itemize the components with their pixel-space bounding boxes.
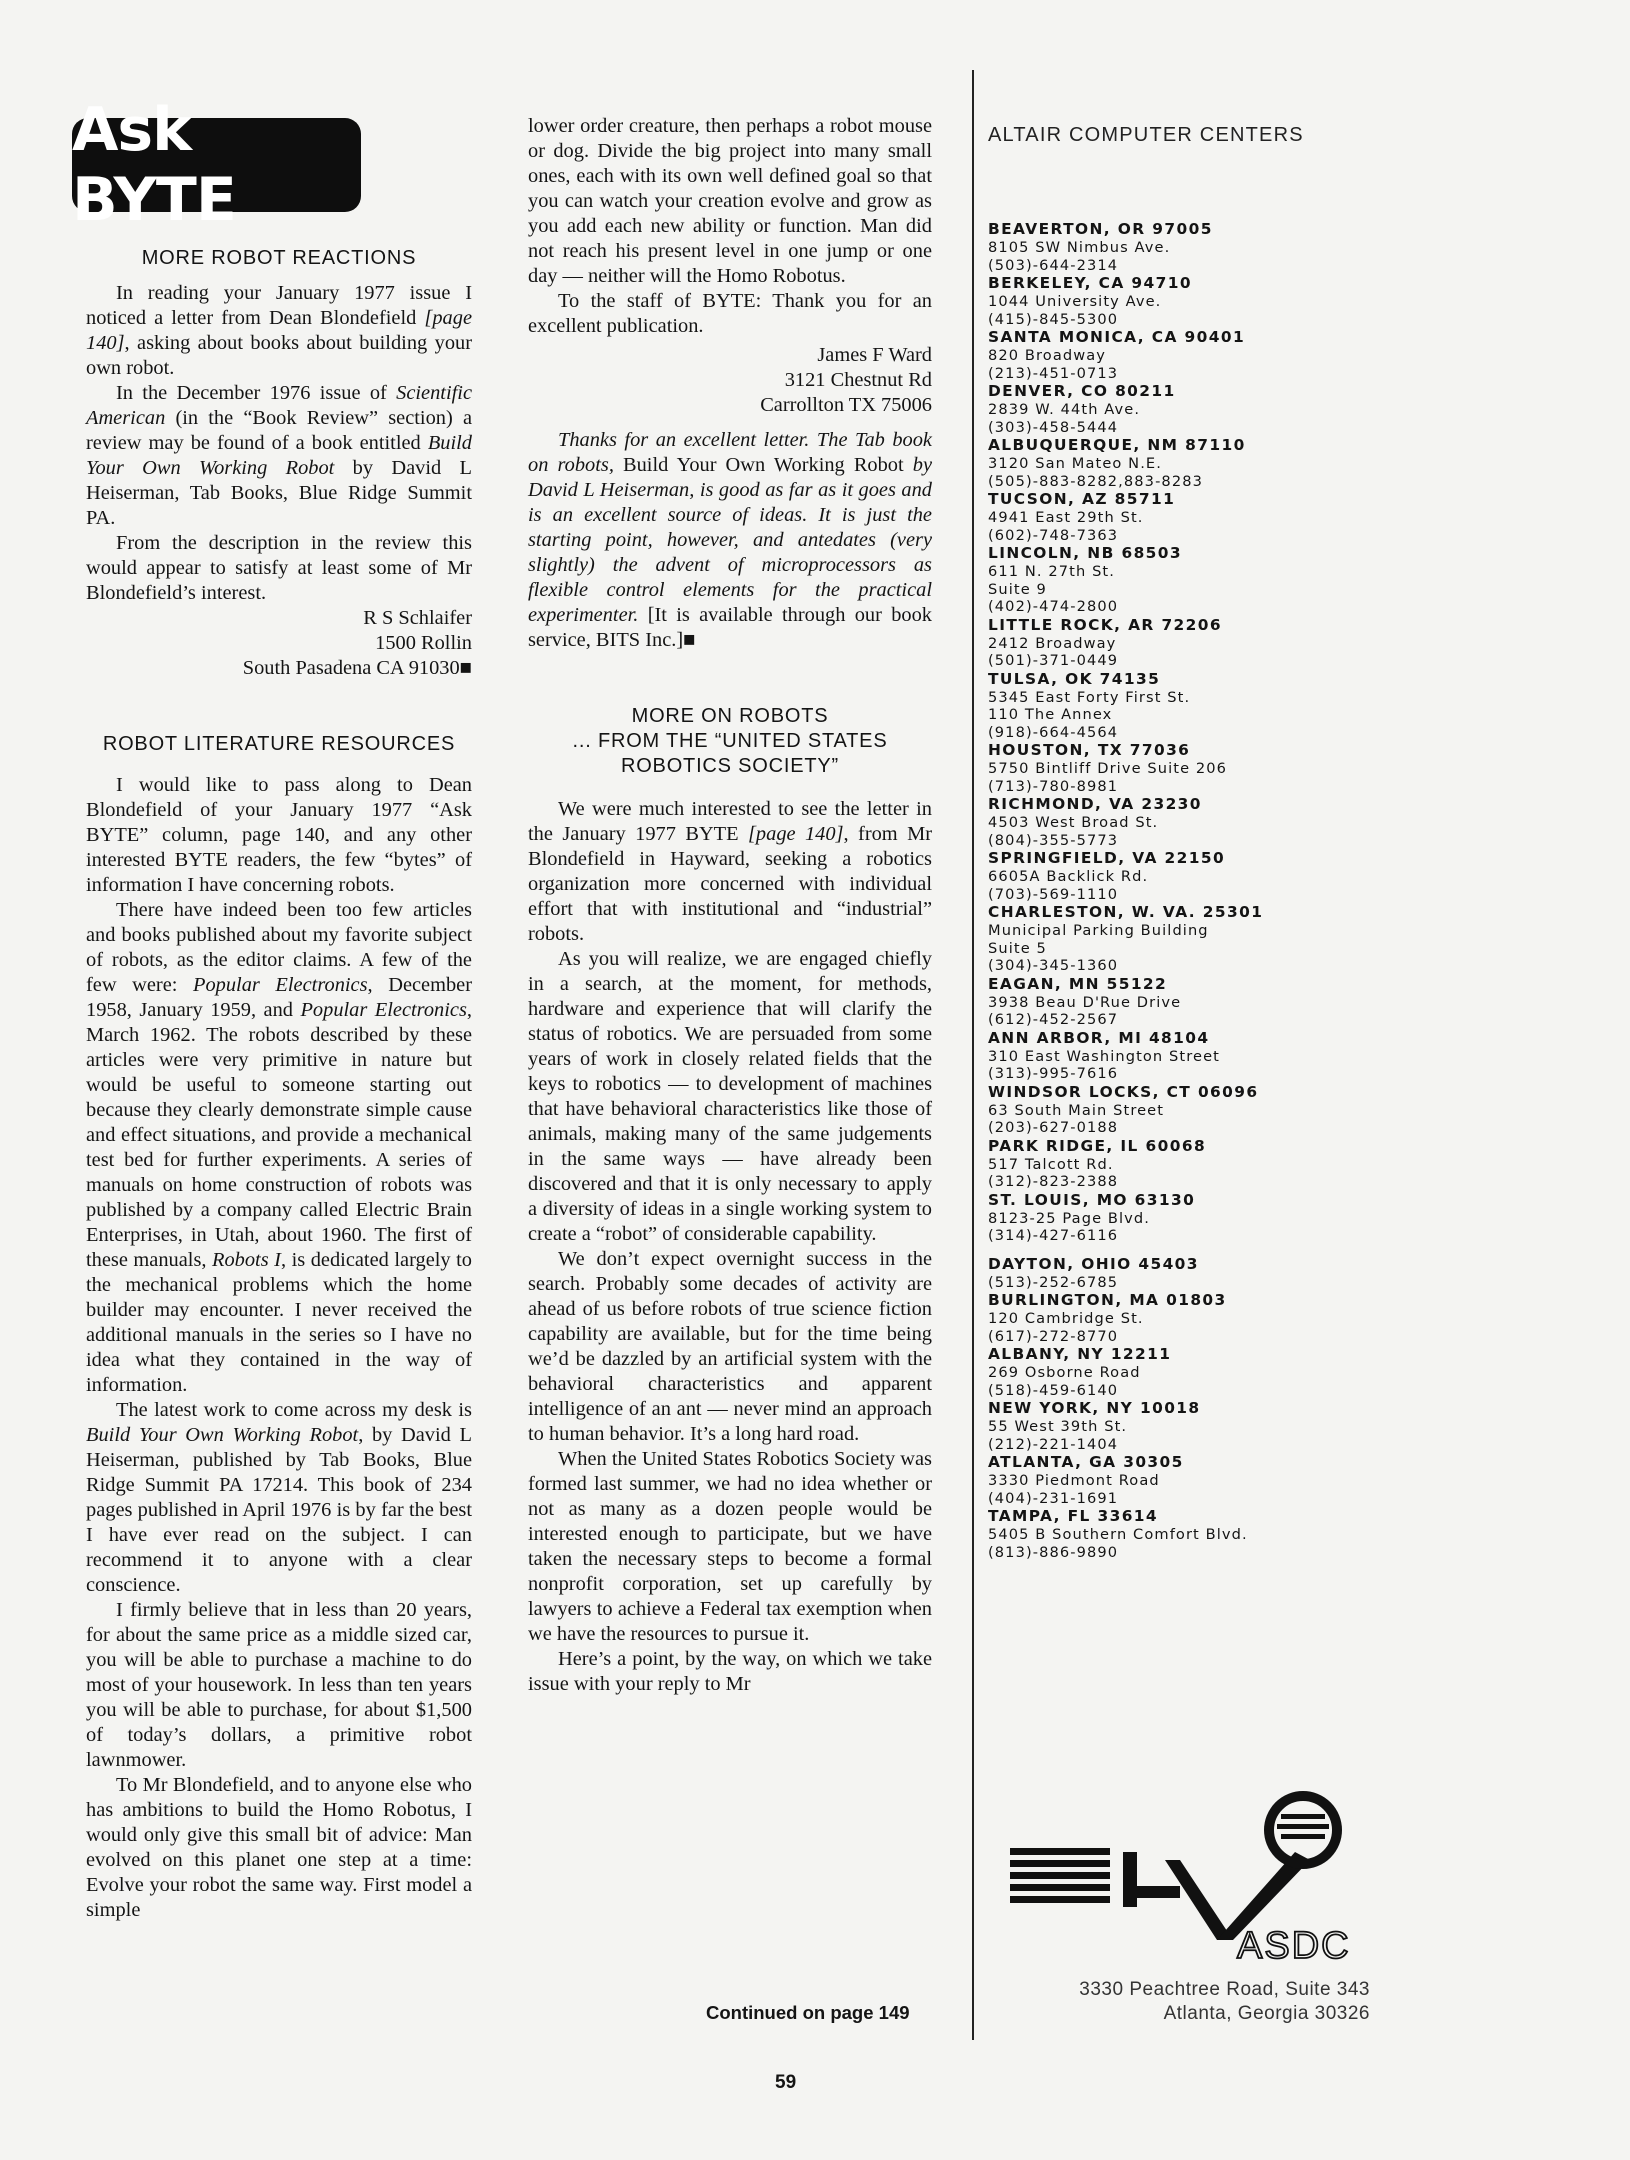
paragraph: Thanks for an excellent letter. The Tab book on robots, Build Your Own Working Robot by David L Heiserman, is good as far as it goes and is an excellent source of ideas. It is just the starting point, however, and antedates (very slightly) the advent of microprocessors as flexible control elements for the practical experimenter. [It is available through our book service, BITS Inc.]■ [528,429,932,651]
center-detail-line: (703)-569-1110 [988,885,1119,903]
center-entry [988,849,1388,903]
center-city: BEAVERTON, OR 97005 [988,220,1213,238]
center-detail-line: 517 Talcott Rd. [988,1155,1114,1173]
letter-1 [86,281,472,606]
center-city: DENVER, CO 80211 [988,382,1176,400]
center-detail-line: (612)-452-2567 [988,1011,1119,1028]
center-entry [988,436,1388,490]
center-entry [988,220,1388,274]
center-detail-line: (804)-355-5773 [988,831,1119,849]
center-entry [988,975,1388,1029]
paragraph: lower order creature, then perhaps a robot mouse or dog. Divide the big project into many small ones, each with its own well defined goal so that you can watch your creation evolve and grow as you add each new ability or function. Man did not reach his present level in one jump or one day — neither will the Homo Robotus. [528,115,932,287]
center-detail-line: 8105 SW Nimbus Ave. [988,239,1171,256]
center-detail-line: (602)-748-7363 [988,526,1119,544]
paragraph: From the description in the review this would appear to satisfy at least some of Mr Blondefield’s interest. [86,532,472,604]
center-detail-line: 2412 Broadway [988,634,1117,652]
center-city: ATLANTA, GA 30305 [988,1453,1184,1471]
center-city: TULSA, OK 74135 [988,669,1161,688]
center-detail-line: 3330 Piedmont Road [988,1472,1160,1489]
center-city: DAYTON, OHIO 45403 [988,1254,1199,1273]
center-entry [988,903,1388,975]
center-detail-line: 2839 W. 44th Ave. [988,401,1141,418]
center-detail-line: (415)-845-5300 [988,310,1119,328]
paragraph: To Mr Blondefield, and to anyone else who has ambitions to build the Homo Robotus, I would only give this small bit of advice: Man evolved on this planet one step at a time: Evolve your robot the same way. First model a simple [86,1774,472,1921]
center-detail-line: 820 Broadway [988,347,1107,364]
ad-title: ALTAIR COMPUTER CENTERS [988,124,1304,146]
paragraph: I firmly believe that in less than 20 years, for about the same price as a middle sized car, you will be able to purchase a machine to do most of your housework. In less than ten years you will be able to purchase, for about $1,500 of today’s dollars, a primitive robot lawnmower. [86,1599,472,1771]
center-city: TUCSON, AZ 85711 [988,490,1176,508]
center-city: BERKELEY, CA 94710 [988,274,1192,292]
center-detail-line: (402)-474-2800 [988,598,1119,615]
center-city: ST. LOUIS, MO 63130 [988,1190,1196,1209]
center-entry [988,1507,1388,1561]
editor-reply [528,428,932,653]
center-detail-line: (312)-823-2388 [988,1173,1119,1190]
center-detail-line: 4503 West Broad St. [988,814,1159,831]
center-detail-line: (213)-451-0713 [988,364,1119,382]
center-city: PARK RIDGE, IL 60068 [988,1136,1207,1155]
center-entry [988,1345,1388,1399]
center-detail-line: 63 South Main Street [988,1101,1165,1119]
column-divider [972,70,974,2040]
center-detail-line: (918)-664-4564 [988,723,1119,741]
center-entry [988,741,1388,795]
center-detail-line: 55 West 39th St. [988,1418,1128,1435]
center-detail-line: (617)-272-8770 [988,1327,1119,1345]
paragraph: The latest work to come across my desk is Build Your Own Working Robot, by David L Heiserman, published by Tab Books, Blue Ridge Summit PA 17214. This book of 234 pages published in April 1976 is by far the best I have ever read on the subject. I can recommend it to anyone with a clear conscience. [86,1399,472,1596]
center-city: ALBUQUERQUE, NM 87110 [988,436,1246,454]
letter-2 [86,773,472,1923]
signature-2: James F Ward 3121 Chestnut Rd Carrollton TX 75006 [760,344,932,416]
ask-byte-logo: Ask BYTE [72,118,361,212]
asdc-logo [1005,1790,1390,1970]
center-entry [988,1453,1388,1507]
center-detail-line: 1044 University Ave. [988,293,1162,310]
paragraph: When the United States Robotics Society was formed last summer, we had no idea whether or not as many as a dozen people would be interested enough to participate, but we have taken the necessary steps to become a formal nonprofit corporation, set up carefully by lawyers to achieve a Federal tax exemption when we have the resources to pursue it. [528,1448,932,1645]
center-detail-line: (212)-221-1404 [988,1435,1119,1453]
center-detail-line: (713)-780-8981 [988,777,1119,795]
center-city: LITTLE ROCK, AR 72206 [988,615,1222,634]
paragraph: In reading your January 1977 issue I noticed a letter from Dean Blondefield [page 140], asking about books about building your own robot. [86,282,472,379]
center-city: TAMPA, FL 33614 [988,1507,1159,1525]
center-city: EAGAN, MN 55122 [988,974,1168,993]
center-entry [988,1083,1388,1137]
center-detail-line: (505)-883-8282,883-8283 [988,472,1203,490]
paragraph: Here’s a point, by the way, on which we take issue with your reply to Mr [528,1648,932,1695]
center-entry [988,544,1388,616]
center-detail-line: 6605A Backlick Rd. [988,868,1149,885]
center-detail-line: 110 The Annex [988,706,1113,723]
center-detail-line: (404)-231-1691 [988,1489,1119,1507]
center-city: CHARLESTON, W. VA. 25301 [988,903,1264,921]
center-detail-line: (501)-371-0449 [988,652,1119,669]
center-city: RICHMOND, VA 23230 [988,795,1202,813]
signature-1: R S Schlaifer 1500 Rollin South Pasadena CA 91030■ [242,607,472,679]
center-directory [988,220,1388,1561]
center-detail-line: (314)-427-6116 [988,1227,1119,1244]
center-entry [988,616,1388,670]
center-detail-line: 5405 B Southern Comfort Blvd. [988,1526,1248,1543]
page-number: 59 [775,2072,797,2093]
center-city: NEW YORK, NY 10018 [988,1399,1201,1417]
center-entry [988,274,1388,328]
center-entry [988,1029,1388,1083]
asdc-wordmark: ASDC [1237,1925,1351,1967]
center-detail-line: 611 N. 27th St. [988,563,1115,580]
center-entry [988,1137,1388,1191]
column-left [86,246,472,1923]
ad-address: 3330 Peachtree Road, Suite 343 Atlanta, Georgia 30326 [1079,1979,1370,2024]
continued-note: Continued on page 149 [706,2002,910,2023]
paragraph: We were much interested to see the letter in the January 1977 BYTE [page 140], from Mr Blondefield in Hayward, seeking a robotics organization more concerned with individual effort that with institutional and “industrial” robots. [528,798,932,945]
center-detail-line: 3120 San Mateo N.E. [988,455,1162,472]
center-detail-line: 120 Cambridge St. [988,1310,1144,1327]
center-city: SANTA MONICA, CA 90401 [988,328,1246,346]
paragraph: We don’t expect overnight success in the search. Probably some decades of activity are ahead of us before robots of true science fiction capability are available, but for the time being we’d be dazzled by an artificial system with the behavioral characteristics and apparent intelligence of an ant — never mind an approach to human behavior. It’s a long hard road. [528,1248,932,1445]
paragraph: There have indeed been too few articles and books published about my favorite subject of robots, as the editor claims. A few of the few were: Popular Electronics, December 1958, January 1959, and Popular Electronics, March 1962. The robots described by these articles were very primitive in nature but would be useful to someone starting out because they clearly demonstrate simple cause and effect situations, and provide a mechanical test bed for further experiments. A series of manuals on home construction of robots was published by a company called Electric Brain Enterprises, in Utah, about 1960. The first of these manuals, Robots I, is dedicated largely to the mechanical problems which the home builder may encounter. I never received the additional manuals in the series so I have no idea what they contained in the way of information. [86,899,472,1396]
center-entry [988,1291,1388,1345]
center-detail-line: 3938 Beau D'Rue Drive [988,993,1182,1011]
center-entry [988,1191,1388,1245]
column-middle [528,114,932,1697]
paragraph: I would like to pass along to Dean Blondefield of your January 1977 “Ask BYTE” column, page 140, and any other interested BYTE readers, the few “bytes” of information I have concerning robots. [86,774,472,896]
center-city: ALBANY, NY 12211 [988,1345,1172,1363]
center-detail-line: 5750 Bintliff Drive Suite 206 [988,760,1228,777]
center-detail-line: Suite 5 [988,939,1047,957]
center-detail-line: 5345 East Forty First St. [988,688,1191,706]
paragraph: As you will realize, we are engaged chiefly in a search, at the moment, for methods, hardware and experience that will clarify the status of robotics. We are persuaded from some years of work in closely related fields that the keys to robotics — to development of machines that have behavioral characteristics like those of animals, making many of the same judgements in the same ways — have already been discovered and that it is only necessary to apply a diversity of ideas in a single working system to create a “robot” of considerable capability. [528,948,932,1245]
center-entry [988,795,1388,849]
heading-more-on-robots: MORE ON ROBOTS ... FROM THE “UNITED STATES ROBOTICS SOCIETY” [572,705,888,777]
letter-2-continued [528,114,932,339]
center-detail-line: Municipal Parking Building [988,922,1209,939]
paragraph: In the December 1976 issue of Scientific American (in the “Book Review” section) a review may be found of a book entitled Build Your Own Working Robot by David L Heiserman, Tab Books, Blue Ridge Summit PA. [86,382,472,529]
center-entry [988,1255,1388,1292]
center-detail-line: (203)-627-0188 [988,1119,1119,1136]
center-entry [988,1399,1388,1453]
center-detail-line: (513)-252-6785 [988,1273,1119,1291]
letter-3 [528,797,932,1697]
paragraph: To the staff of BYTE: Thank you for an excellent publication. [528,290,932,337]
center-detail-line: 4941 East 29th St. [988,509,1144,526]
center-detail-line: (813)-886-9890 [988,1543,1119,1561]
center-detail-line: (304)-345-1360 [988,957,1119,974]
heading-robot-literature: ROBOT LITERATURE RESOURCES [102,733,456,755]
center-city: WINDSOR LOCKS, CT 06096 [988,1082,1259,1101]
heading-more-robot-reactions: MORE ROBOT REACTIONS [141,247,417,269]
center-detail-line: 310 East Washington Street [988,1047,1220,1065]
center-entry [988,382,1388,436]
center-entry [988,328,1388,382]
center-city: HOUSTON, TX 77036 [988,741,1191,759]
center-detail-line: (313)-995-7616 [988,1065,1119,1082]
center-entry [988,670,1388,742]
center-city: BURLINGTON, MA 01803 [988,1291,1227,1309]
center-detail-line: (518)-459-6140 [988,1381,1119,1399]
center-detail-line: 8123-25 Page Blvd. [988,1209,1150,1227]
center-city: SPRINGFIELD, VA 22150 [988,849,1226,867]
center-city: LINCOLN, NB 68503 [988,544,1182,562]
center-detail-line: (503)-644-2314 [988,256,1119,274]
center-entry [988,490,1388,544]
center-detail-line: (303)-458-5444 [988,418,1119,436]
center-detail-line: 269 Osborne Road [988,1364,1141,1381]
center-city: ANN ARBOR, MI 48104 [988,1028,1210,1047]
center-detail-line: Suite 9 [988,580,1047,598]
